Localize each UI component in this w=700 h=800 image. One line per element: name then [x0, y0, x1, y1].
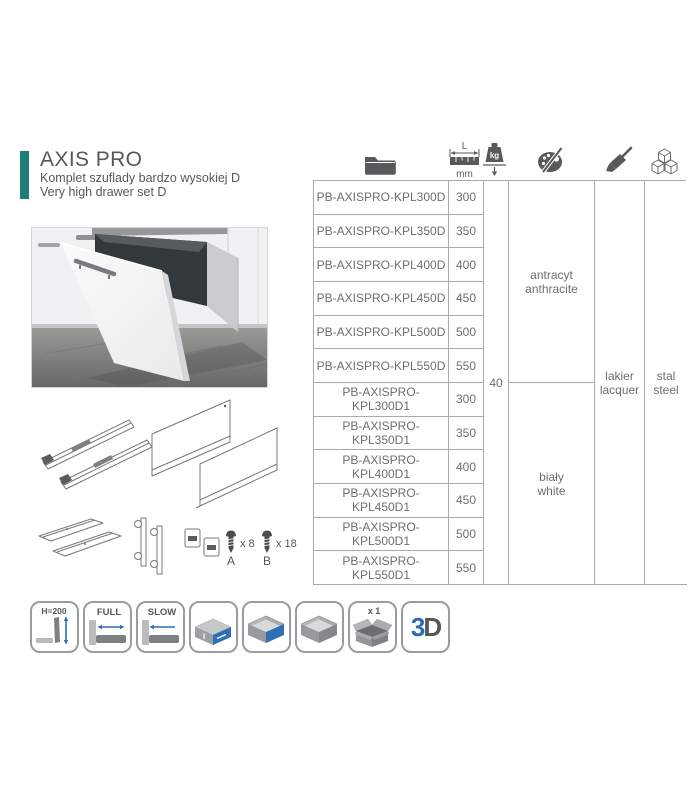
slow-close-icon	[136, 601, 185, 653]
accent-bar	[20, 151, 29, 199]
feature-icons-row	[30, 601, 450, 653]
subtitle-pl: Komplet szuflady bardzo wysokiej D	[40, 171, 241, 185]
table-cell-length: 500	[448, 316, 483, 350]
table-cell-color-anthracite	[508, 181, 594, 383]
drawer-box-gray-icon	[295, 601, 344, 653]
table-cell-length: 300	[448, 181, 483, 215]
color-en: white	[537, 483, 566, 498]
svg-text:SLOW: SLOW	[147, 607, 177, 618]
page-title: AXIS PRO	[40, 148, 143, 171]
gallery-rails-drawing	[135, 518, 163, 574]
bottom-profiles-drawing	[39, 519, 121, 556]
connector-clips-drawing	[185, 529, 219, 556]
table-cell-length: 400	[448, 248, 483, 282]
svg-text:FULL: FULL	[96, 607, 122, 618]
table-cell-code: PB-AXISPRO-KPL300D1	[314, 383, 448, 417]
full-extension-icon	[83, 601, 132, 653]
table-cell-code: PB-AXISPRO-KPL500D	[314, 316, 448, 350]
screw-b-label: B	[262, 554, 272, 568]
svg-text:L: L	[461, 141, 468, 152]
material-en: steel	[653, 382, 679, 397]
finish-en: lacquer	[599, 382, 640, 397]
table-cell-code: PB-AXISPRO-KPL500D1	[314, 518, 448, 552]
table-cell-length: 500	[448, 518, 483, 552]
screw-b-qty: x 18	[276, 538, 297, 550]
svg-text:mm: mm	[456, 169, 473, 180]
drawer-slides-drawing	[41, 420, 152, 489]
drawer-photo-illustration	[32, 228, 267, 387]
table-cell-code: PB-AXISPRO-KPL350D1	[314, 417, 448, 451]
drawer-side-panels-drawing	[152, 400, 277, 508]
drawer-box-blue-front-icon	[242, 601, 291, 653]
product-photo	[31, 227, 268, 388]
logo-3d-icon	[401, 601, 450, 653]
table-cell-length: 400	[448, 450, 483, 484]
screw-a-label: A	[226, 554, 236, 568]
spec-table	[313, 180, 686, 585]
table-cell-code: PB-AXISPRO-KPL450D	[314, 282, 448, 316]
table-cell-length: 550	[448, 551, 483, 585]
color-palette-icon	[536, 146, 565, 179]
screw-a-qty: x 8	[240, 538, 255, 550]
table-cell-length: 300	[448, 383, 483, 417]
table-cell-material	[644, 181, 687, 585]
table-cell-color-white	[508, 383, 594, 585]
table-cell-code: PB-AXISPRO-KPL550D	[314, 349, 448, 383]
table-cell-code: PB-AXISPRO-KPL400D1	[314, 450, 448, 484]
table-cell-length: 450	[448, 282, 483, 316]
steel-cubes-icon	[649, 146, 680, 182]
logo-3d-dark: D	[423, 611, 441, 642]
table-cell-code: PB-AXISPRO-KPL550D1	[314, 551, 448, 585]
svg-text:kg: kg	[489, 151, 500, 160]
package-quantity-icon	[348, 601, 397, 653]
length-ruler-icon	[446, 139, 483, 186]
height-200-icon	[30, 601, 79, 653]
table-cell-code: PB-AXISPRO-KPL450D1	[314, 484, 448, 518]
low-drawer-icon	[189, 601, 238, 653]
logo-3d-blue: 3	[410, 611, 424, 642]
table-cell-length: 450	[448, 484, 483, 518]
subtitle-en: Very high drawer set D	[40, 185, 167, 199]
product-code-folder-icon	[363, 152, 397, 181]
table-cell-length: 550	[448, 349, 483, 383]
product-header	[20, 149, 240, 199]
color-pl: biały	[539, 469, 564, 484]
table-cell-length: 350	[448, 417, 483, 451]
color-pl: antracyt	[530, 267, 573, 282]
table-cell-code: PB-AXISPRO-KPL400D	[314, 248, 448, 282]
color-en: anthracite	[525, 281, 578, 296]
table-cell-load-capacity: 40	[483, 181, 508, 585]
lacquer-brush-icon	[603, 144, 634, 180]
table-cell-finish	[594, 181, 644, 585]
technical-drawings	[33, 398, 298, 583]
svg-text:H=200: H=200	[41, 606, 67, 616]
screw-b-drawing	[262, 531, 272, 554]
table-cell-length: 350	[448, 215, 483, 249]
finish-pl: lakier	[605, 368, 634, 383]
table-cell-code: PB-AXISPRO-KPL350D	[314, 215, 448, 249]
material-pl: stal	[656, 368, 676, 383]
load-capacity-kg-icon	[482, 140, 507, 183]
svg-text:x 1: x 1	[367, 606, 381, 616]
screw-a-drawing	[226, 531, 236, 554]
table-cell-code: PB-AXISPRO-KPL300D	[314, 181, 448, 215]
